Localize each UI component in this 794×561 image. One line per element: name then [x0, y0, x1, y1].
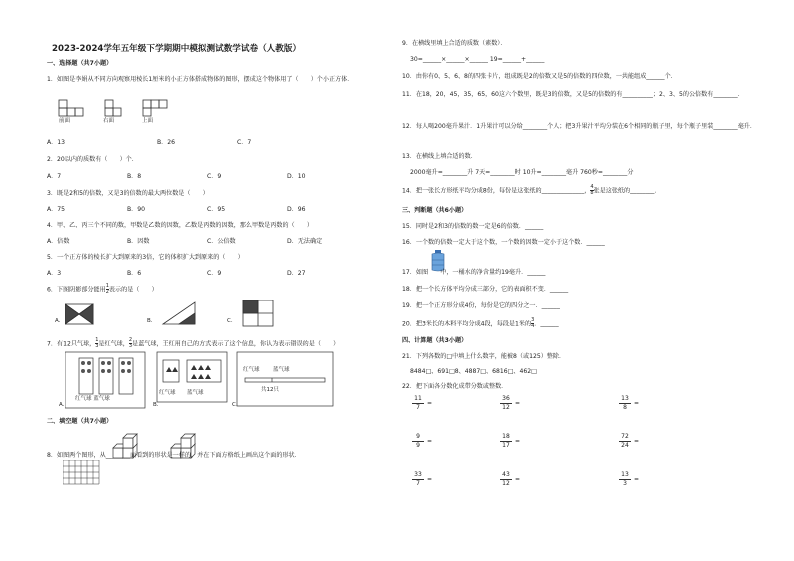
question-3: 3．既是2和5的倍数，又是3的倍数的最大两位数是（ ） — [47, 190, 209, 197]
question-10: 10．由你有0、5、6、8的四张卡片，组成既是2的倍数又是5的倍数的四位数，一共能组成______个． — [402, 73, 677, 80]
q2-option-a: A．7 — [47, 173, 62, 180]
fraction-item: 13 8 = — [619, 395, 631, 411]
question-16: 16．一个数的倍数一定大于这个数，一个数的因数一定小于这个数．______ — [402, 239, 605, 246]
q6-figures — [65, 300, 385, 330]
q1-view-top: 上面 — [142, 118, 154, 124]
section-fill: 二、填空题（共7小题） — [47, 418, 113, 425]
q20-fraction: $\frac{3}{4}$ — [531, 317, 535, 329]
q4-option-b: B．因数 — [127, 238, 150, 245]
q7-c-blue-label: 蓝气球 — [273, 367, 290, 373]
q7-b-red-label: 红气球 — [159, 390, 176, 396]
q1-option-a: A．13 — [47, 139, 66, 146]
q7-figures — [65, 350, 365, 410]
fraction-item: 9 9 = — [412, 433, 424, 449]
q7-c-red-label: 红气球 — [243, 367, 260, 373]
question-2: 2．20以内的质数有（ ）个． — [47, 156, 138, 163]
question-6: 6．下图阴影部分能用 $\frac{1}{2}$ 表示的是（ ） — [47, 283, 158, 295]
q5-option-b: B．6 — [127, 270, 142, 277]
question-17: 17．如图 中，一桶水的净含量约19毫升．______ — [402, 269, 546, 276]
q1-option-b: B．26 — [157, 139, 176, 146]
q6-option-b: B． — [147, 318, 157, 324]
question-8: 8．如图两个图形，从________面看到的形状是一样的，并在下面方格纸上画出这个面的形状． — [47, 452, 301, 459]
q7-b-blue-label: 蓝气球 — [187, 390, 204, 396]
page-title: 2023-2024学年五年级下学期期中模拟测试数学试卷（人教版） — [52, 44, 302, 54]
q5-option-a: A．3 — [47, 270, 62, 277]
q6-fraction: $\frac{1}{2}$ — [105, 283, 109, 295]
fraction-item: 13 3 = — [619, 471, 631, 487]
fraction-item: 43 12 = — [500, 471, 512, 487]
question-11: 11．在18，20，45，35，65，60这六个数里，既是3的倍数，又是5的倍数的有__________；2、3、5的公倍数有________． — [402, 91, 744, 98]
question-9-line: 30=______×______×______ 19=______+______ — [410, 56, 545, 63]
q4-option-c: C．公倍数 — [207, 238, 236, 245]
section-choice: 一、选择题（共7小题） — [47, 60, 113, 67]
fraction-item: 11 7 = — [412, 395, 424, 411]
q7-option-a: A． — [59, 402, 69, 408]
q1-view-right: 右面 — [103, 118, 115, 124]
q14-fraction: $\frac{4}{8}$ — [590, 184, 594, 196]
q2-option-c: C．9 — [207, 173, 222, 180]
q2-option-d: D．10 — [287, 173, 306, 180]
q5-option-c: C．9 — [207, 270, 222, 277]
question-12: 12．每人喝200毫升果汁．1升果汁可以分给________个人；把3升果汁平均分装在6个相同的瓶子里，每个瓶子里装________毫升． — [402, 123, 756, 130]
q3-option-b: B．90 — [127, 206, 146, 213]
q3-option-c: C．95 — [207, 206, 226, 213]
section-calc: 四、计算题（共3小题） — [402, 337, 468, 344]
q2-option-b: B．8 — [127, 173, 142, 180]
q3-option-d: D．96 — [287, 206, 306, 213]
question-14: 14．把一张长方形纸平均分成8份，每份是这张纸的______________， $\frac{4}{8}$ 张是这张纸的________． — [402, 184, 661, 196]
question-20: 20．把3米长的木料平均分成4段，每段是1米的 $\frac{3}{4}$ ．______ — [402, 317, 559, 329]
q4-option-a: A．倍数 — [47, 238, 70, 245]
question-4: 4．甲、乙、丙三个不同的数，甲数是乙数的因数，乙数是丙数的因数，那么甲数是丙数的（ ） — [47, 222, 313, 229]
question-13: 13．在横线上填合适的数． — [402, 153, 477, 160]
fraction-item: 72 24 = — [619, 433, 631, 449]
section-judge: 三、判断题（共6小题） — [402, 207, 468, 214]
question-15: 15．同时是2和3的倍数的数一定是6的倍数．______ — [402, 223, 544, 230]
q3-option-a: A．75 — [47, 206, 66, 213]
q1-option-c: C．7 — [237, 139, 252, 146]
fraction-item: 36 12 = — [500, 395, 512, 411]
question-1: 1．如图是李娟从不同方向观察用棱长1厘米的小正方体搭成物体的图形，摆成这个物体用了（ ）个小正方体． — [47, 76, 354, 83]
question-18: 18．把一个长方体平均分成三部分，它的表面积不变．______ — [402, 286, 569, 293]
q7-option-b: B． — [153, 402, 163, 408]
q7-a-labels: 红气球 蓝气球 — [75, 396, 110, 402]
question-9: 9．在横线里填上合适的质数（素数）． — [402, 40, 507, 47]
question-21-line: 8484□、691□8、4887□、6816□、462□ — [410, 368, 537, 375]
question-21: 21．下列各数的□中填上什么数字，能被8（或125）整除． — [402, 353, 566, 360]
q1-views-figure — [57, 98, 177, 132]
question-13-line: 2000毫升=________升 7天=________时 10升=________毫升 760秒=________分 — [410, 169, 634, 176]
q7-c-total-label: 共12只 — [261, 387, 279, 393]
q7-option-c: C． — [232, 402, 242, 408]
question-22: 22．把下面各分数化成带分数或整数． — [402, 383, 508, 390]
q6-option-c: C． — [227, 318, 237, 324]
question-5: 5．一个正方体的棱长扩大到原来的3倍，它的体积扩大到原来的（ ） — [47, 254, 244, 261]
q8-grid-paper — [63, 460, 103, 488]
question-19: 19．把一个正方形分成4份，每份是它的四分之一．______ — [402, 302, 560, 309]
question-7: 7．有12只气球， $\frac{1}{3}$ 是红气球， $\frac{2}{3}$ 是蓝气球，王红用自己的方式表示了这个信息，你认为表示错误的是（ ） — [47, 337, 340, 349]
q4-option-d: D．无法确定 — [287, 238, 323, 245]
q8-cubes-figure — [109, 432, 209, 468]
fraction-item: 18 17 = — [500, 433, 512, 449]
q5-option-d: D．27 — [287, 270, 306, 277]
q6-option-a: A． — [55, 318, 65, 324]
fraction-item: 33 7 = — [412, 471, 424, 487]
q1-view-front: 前面 — [59, 118, 71, 124]
